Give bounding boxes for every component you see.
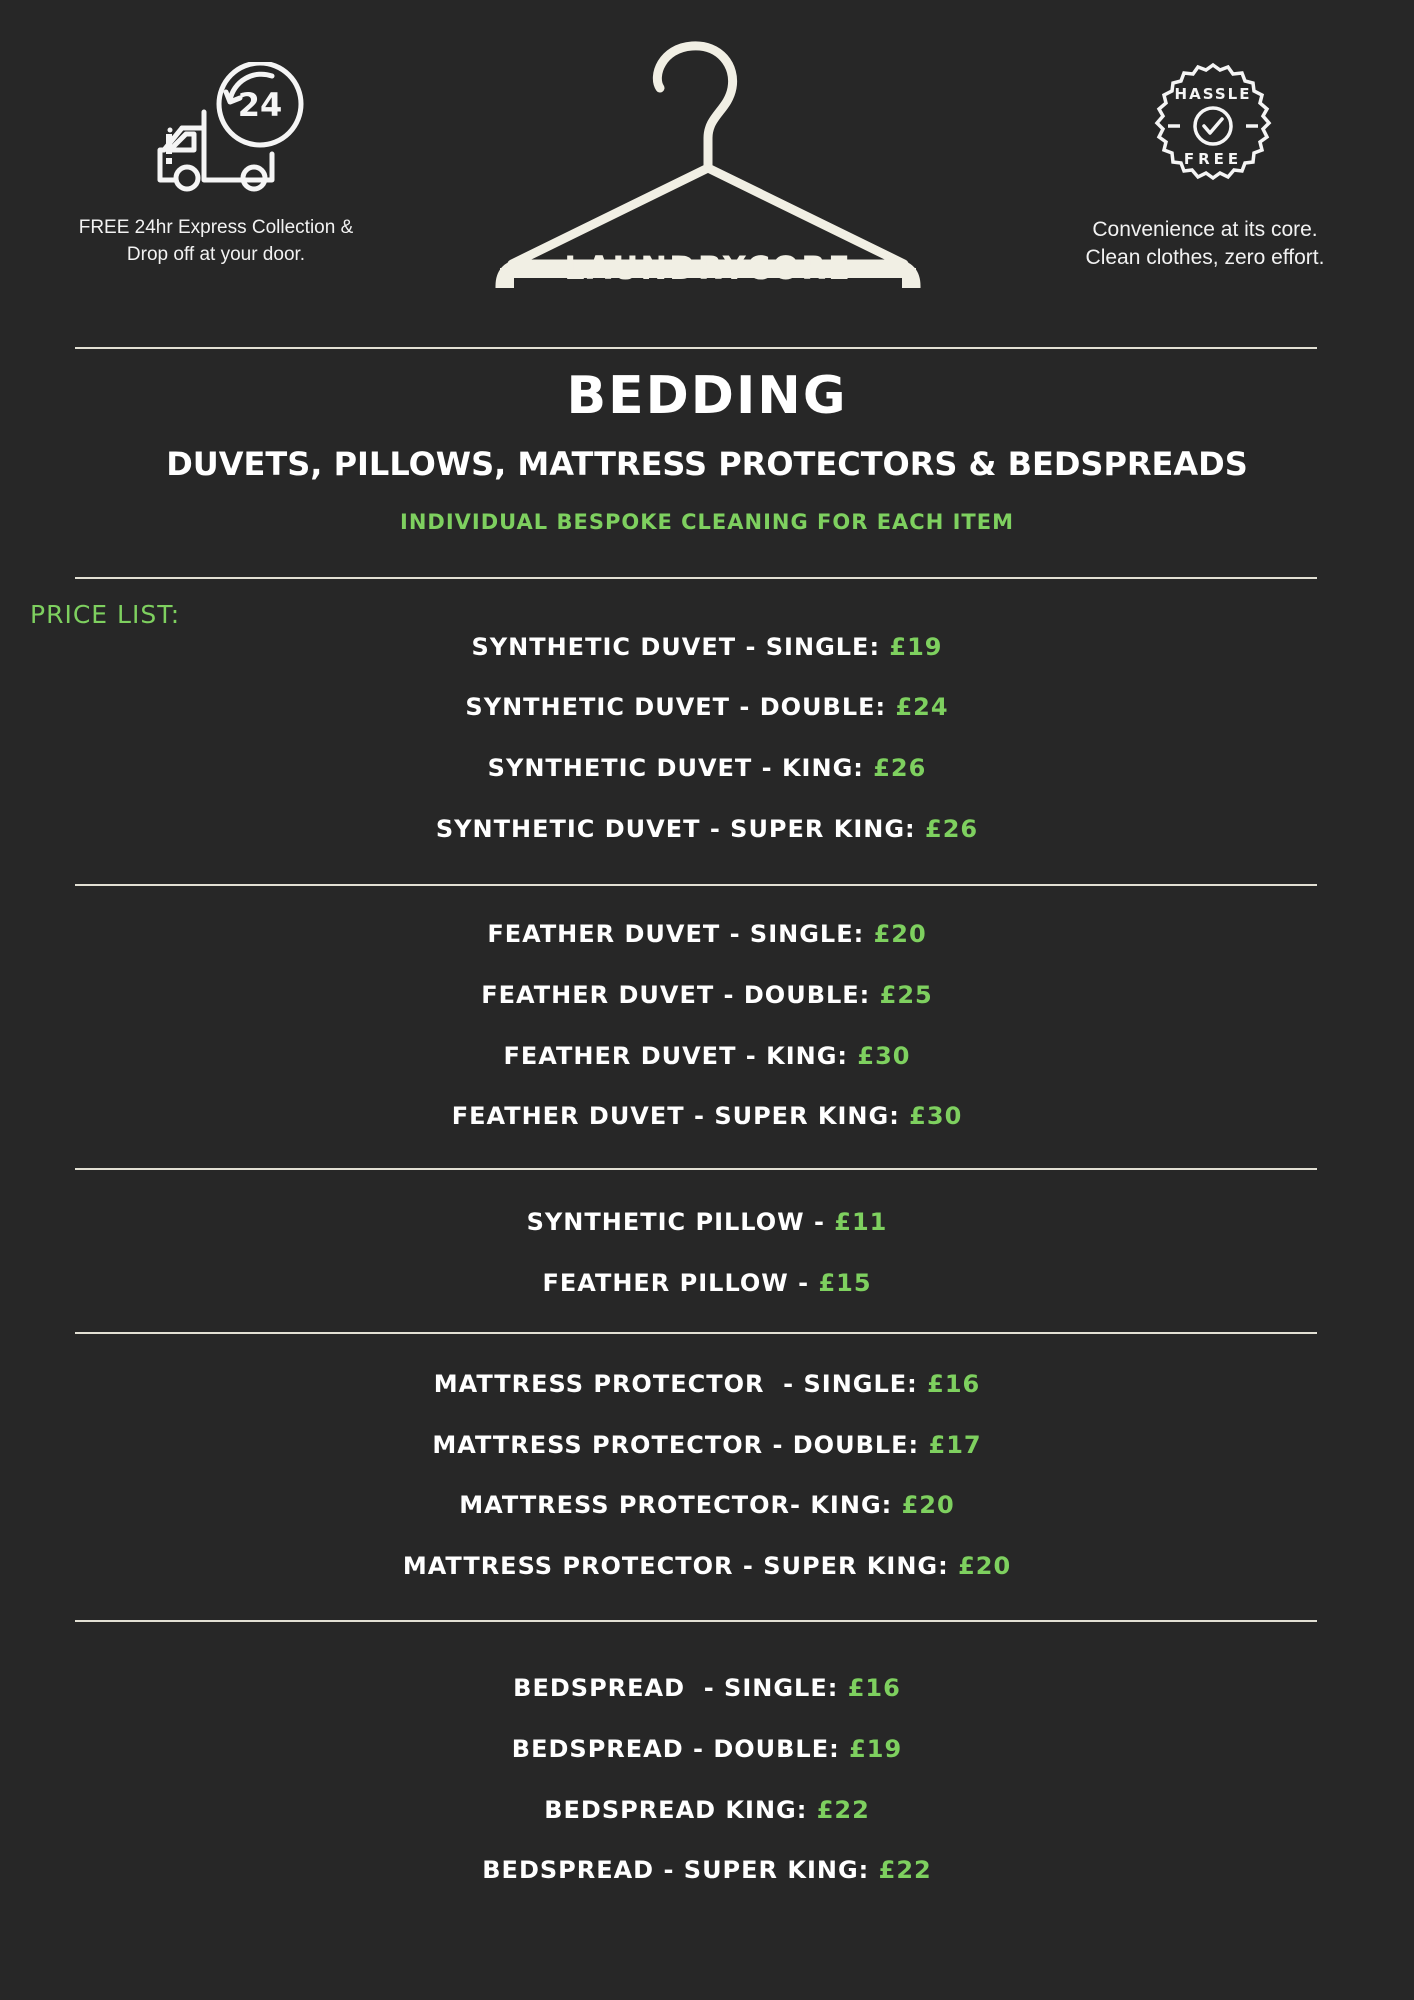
- price-item: [0, 632, 1414, 662]
- item-price: £26: [873, 754, 927, 782]
- item-label: BEDSPREAD KING:: [544, 1796, 817, 1824]
- item-label: BEDSPREAD - SUPER KING:: [482, 1856, 879, 1884]
- hassle-free-badge-icon: [1148, 62, 1278, 192]
- price-item: [0, 1430, 1414, 1460]
- divider: [75, 347, 1317, 349]
- item-price: £22: [878, 1856, 932, 1884]
- item-label: BEDSPREAD - SINGLE:: [513, 1674, 848, 1702]
- item-price: £25: [879, 981, 933, 1009]
- item-price: £30: [857, 1042, 911, 1070]
- item-price: £17: [928, 1431, 982, 1459]
- item-label: SYNTHETIC DUVET - DOUBLE:: [465, 693, 896, 721]
- express-feature-line2: Drop off at your door.: [126, 244, 306, 265]
- hassle-feature-line1: Convenience at its core.: [1092, 218, 1318, 241]
- item-price: £16: [847, 1674, 901, 1702]
- price-item: [0, 814, 1414, 844]
- item-label: FEATHER DUVET - DOUBLE:: [481, 981, 880, 1009]
- tagline: INDIVIDUAL BESPOKE CLEANING FOR EACH ITEM: [400, 510, 1014, 534]
- item-price: £19: [849, 1735, 903, 1763]
- price-item: [0, 1041, 1414, 1071]
- badge-top-text: HASSLE: [1174, 85, 1252, 103]
- item-price: £16: [927, 1370, 981, 1398]
- price-item: [0, 1101, 1414, 1131]
- divider: [75, 1332, 1317, 1334]
- item-label: FEATHER DUVET - KING:: [503, 1042, 858, 1070]
- item-label: SYNTHETIC PILLOW -: [526, 1208, 835, 1236]
- svg-text:24: 24: [237, 86, 283, 124]
- price-item: [0, 1795, 1414, 1825]
- price-item: [0, 1490, 1414, 1520]
- item-price: £20: [958, 1552, 1012, 1580]
- item-label: MATTRESS PROTECTOR - SINGLE:: [433, 1370, 928, 1398]
- item-price: £19: [889, 633, 943, 661]
- price-item: [0, 980, 1414, 1010]
- price-list-label: PRICE LIST:: [30, 600, 181, 629]
- item-label: SYNTHETIC DUVET - SINGLE:: [471, 633, 890, 661]
- price-item: [0, 1551, 1414, 1581]
- item-label: FEATHER PILLOW -: [542, 1269, 819, 1297]
- item-label: MATTRESS PROTECTOR - DOUBLE:: [432, 1431, 929, 1459]
- item-price: £22: [816, 1796, 870, 1824]
- divider: [75, 577, 1317, 579]
- divider: [75, 1620, 1317, 1622]
- item-label: FEATHER DUVET - SUPER KING:: [451, 1102, 910, 1130]
- price-item: [0, 1734, 1414, 1764]
- item-label: SYNTHETIC DUVET - KING:: [487, 754, 874, 782]
- divider: [75, 1168, 1317, 1170]
- hassle-feature-line2: Clean clothes, zero effort.: [1085, 246, 1325, 269]
- price-item: [0, 919, 1414, 949]
- price-item: [0, 1369, 1414, 1399]
- badge-bottom-text: FREE: [1183, 150, 1243, 168]
- delivery-truck-24hr-icon: [152, 62, 308, 192]
- item-label: FEATHER DUVET - SINGLE:: [487, 920, 874, 948]
- item-price: £24: [895, 693, 949, 721]
- logo-text: LAUNDRYCORE: [564, 249, 852, 287]
- item-price: £11: [834, 1208, 888, 1236]
- express-feature-line1: FREE 24hr Express Collection &: [78, 217, 354, 238]
- price-item: [0, 692, 1414, 722]
- price-item: [0, 1673, 1414, 1703]
- price-item: [0, 1207, 1414, 1237]
- divider: [75, 884, 1317, 886]
- item-price: £20: [873, 920, 927, 948]
- item-price: £30: [909, 1102, 963, 1130]
- item-price: £26: [925, 815, 979, 843]
- price-item: [0, 1268, 1414, 1298]
- item-price: £15: [818, 1269, 872, 1297]
- price-item: [0, 1855, 1414, 1885]
- price-item: [0, 753, 1414, 783]
- item-price: £20: [901, 1491, 955, 1519]
- page-subtitle: DUVETS, PILLOWS, MATTRESS PROTECTORS & BEDSPREADS: [166, 445, 1248, 483]
- item-label: MATTRESS PROTECTOR- KING:: [459, 1491, 902, 1519]
- item-label: SYNTHETIC DUVET - SUPER KING:: [435, 815, 926, 843]
- item-label: BEDSPREAD - DOUBLE:: [511, 1735, 850, 1763]
- page-title: BEDDING: [566, 366, 848, 426]
- item-label: MATTRESS PROTECTOR - SUPER KING:: [402, 1552, 959, 1580]
